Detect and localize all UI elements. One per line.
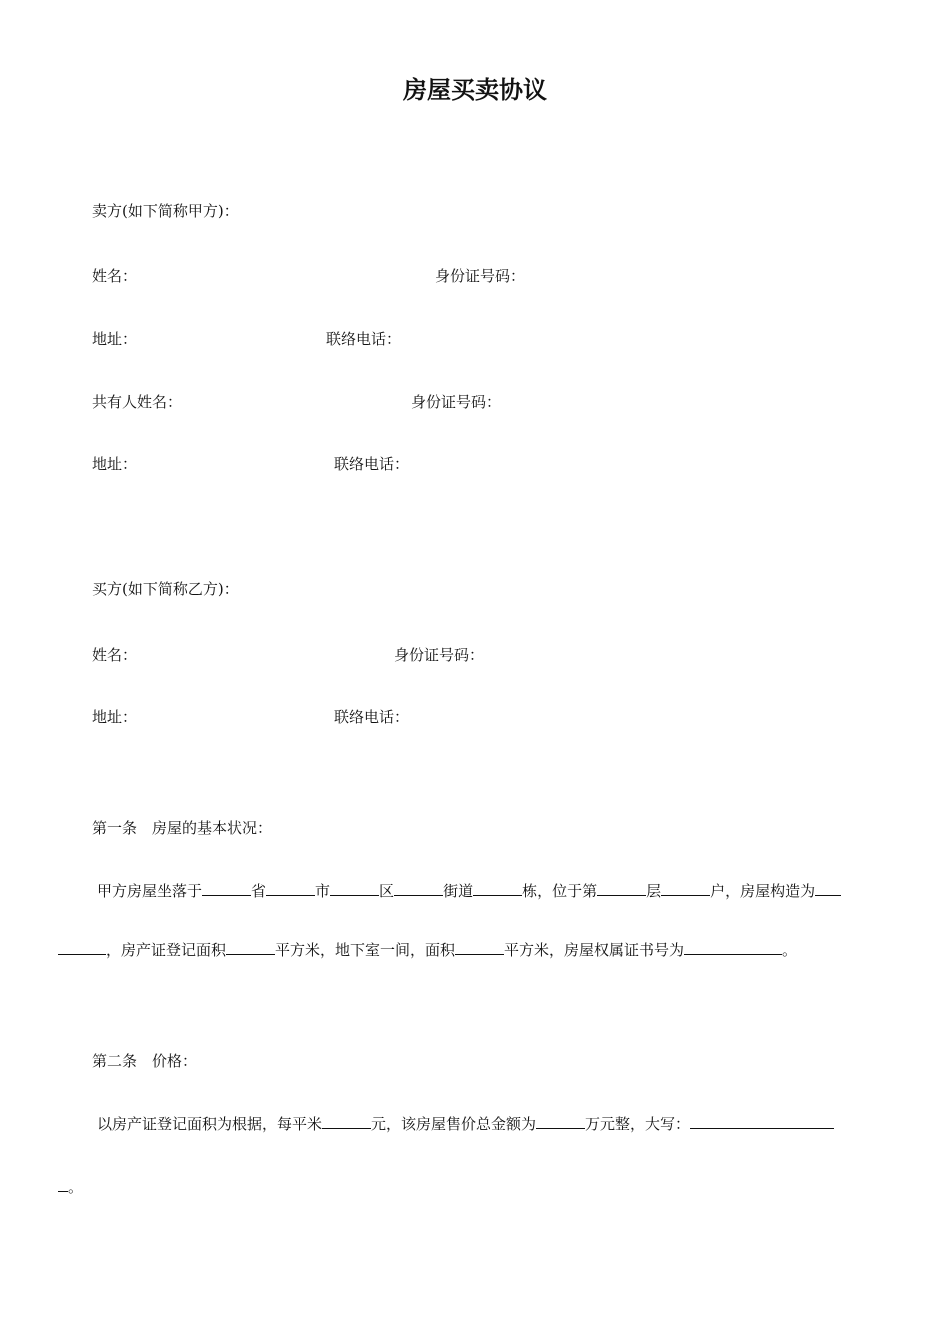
co-owner-phone-label: 联络电话： bbox=[334, 455, 410, 473]
seller-name-label: 姓名： bbox=[92, 267, 138, 285]
article-2-text: 以房产证登记面积为根据，每平米 bbox=[97, 1115, 323, 1133]
co-owner-id-label: 身份证号码： bbox=[411, 393, 502, 411]
article-1-text: 市 bbox=[315, 882, 331, 900]
blank-province bbox=[202, 880, 251, 896]
blank-amount-in-words-end bbox=[58, 1176, 68, 1192]
blank-total-amount bbox=[536, 1113, 585, 1129]
blank-basement-area bbox=[455, 939, 504, 955]
article-2-text: 。 bbox=[68, 1178, 84, 1196]
article-1-text: 。 bbox=[782, 941, 798, 959]
blank-street bbox=[394, 880, 443, 896]
blank-unit bbox=[661, 880, 710, 896]
blank-certificate-number bbox=[684, 939, 782, 955]
blank-unit-price bbox=[322, 1113, 371, 1129]
buyer-id-label: 身份证号码： bbox=[394, 646, 485, 664]
blank-registered-area bbox=[226, 939, 275, 955]
article-1-text: 街道 bbox=[443, 882, 474, 900]
blank-structure-start bbox=[815, 880, 841, 896]
co-owner-address-label: 地址： bbox=[92, 455, 138, 473]
blank-district bbox=[330, 880, 379, 896]
buyer-phone-label: 联络电话： bbox=[334, 708, 410, 726]
article-1-text: 甲方房屋坐落于 bbox=[97, 882, 203, 900]
seller-phone-label: 联络电话： bbox=[326, 330, 402, 348]
article-1-heading: 第一条 房屋的基本状况： bbox=[92, 819, 273, 837]
article-1-text: 栋，位于第 bbox=[522, 882, 598, 900]
co-owner-name-label: 共有人姓名： bbox=[92, 393, 183, 411]
article-2-text: 万元整，大写： bbox=[585, 1115, 691, 1133]
buyer-heading: 买方(如下简称乙方)： bbox=[92, 580, 239, 598]
article-2-line-1 bbox=[97, 1113, 834, 1134]
blank-floor bbox=[597, 880, 646, 896]
buyer-name-label: 姓名： bbox=[92, 646, 138, 664]
article-2-line-2 bbox=[58, 1176, 83, 1197]
article-1-text: 平方米，地下室一间，面积 bbox=[275, 941, 456, 959]
blank-amount-in-words-start bbox=[690, 1113, 834, 1129]
article-1-text: 平方米，房屋权属证书号为 bbox=[504, 941, 685, 959]
seller-id-label: 身份证号码： bbox=[435, 267, 526, 285]
buyer-address-label: 地址： bbox=[92, 708, 138, 726]
article-1-text: ，房产证登记面积 bbox=[106, 941, 227, 959]
seller-address-label: 地址： bbox=[92, 330, 138, 348]
article-1-text: 户，房屋构造为 bbox=[710, 882, 816, 900]
article-1-line-1 bbox=[97, 880, 841, 901]
seller-heading: 卖方(如下简称甲方)： bbox=[92, 202, 239, 220]
blank-city bbox=[266, 880, 315, 896]
article-1-text: 区 bbox=[379, 882, 395, 900]
document-title: 房屋买卖协议 bbox=[403, 76, 547, 104]
article-1-line-2 bbox=[58, 939, 797, 960]
article-2-heading: 第二条 价格： bbox=[92, 1052, 198, 1070]
blank-building bbox=[473, 880, 522, 896]
blank-structure-end bbox=[58, 939, 106, 955]
article-1-text: 省 bbox=[251, 882, 267, 900]
article-2-text: 元，该房屋售价总金额为 bbox=[371, 1115, 537, 1133]
article-1-text: 层 bbox=[646, 882, 662, 900]
